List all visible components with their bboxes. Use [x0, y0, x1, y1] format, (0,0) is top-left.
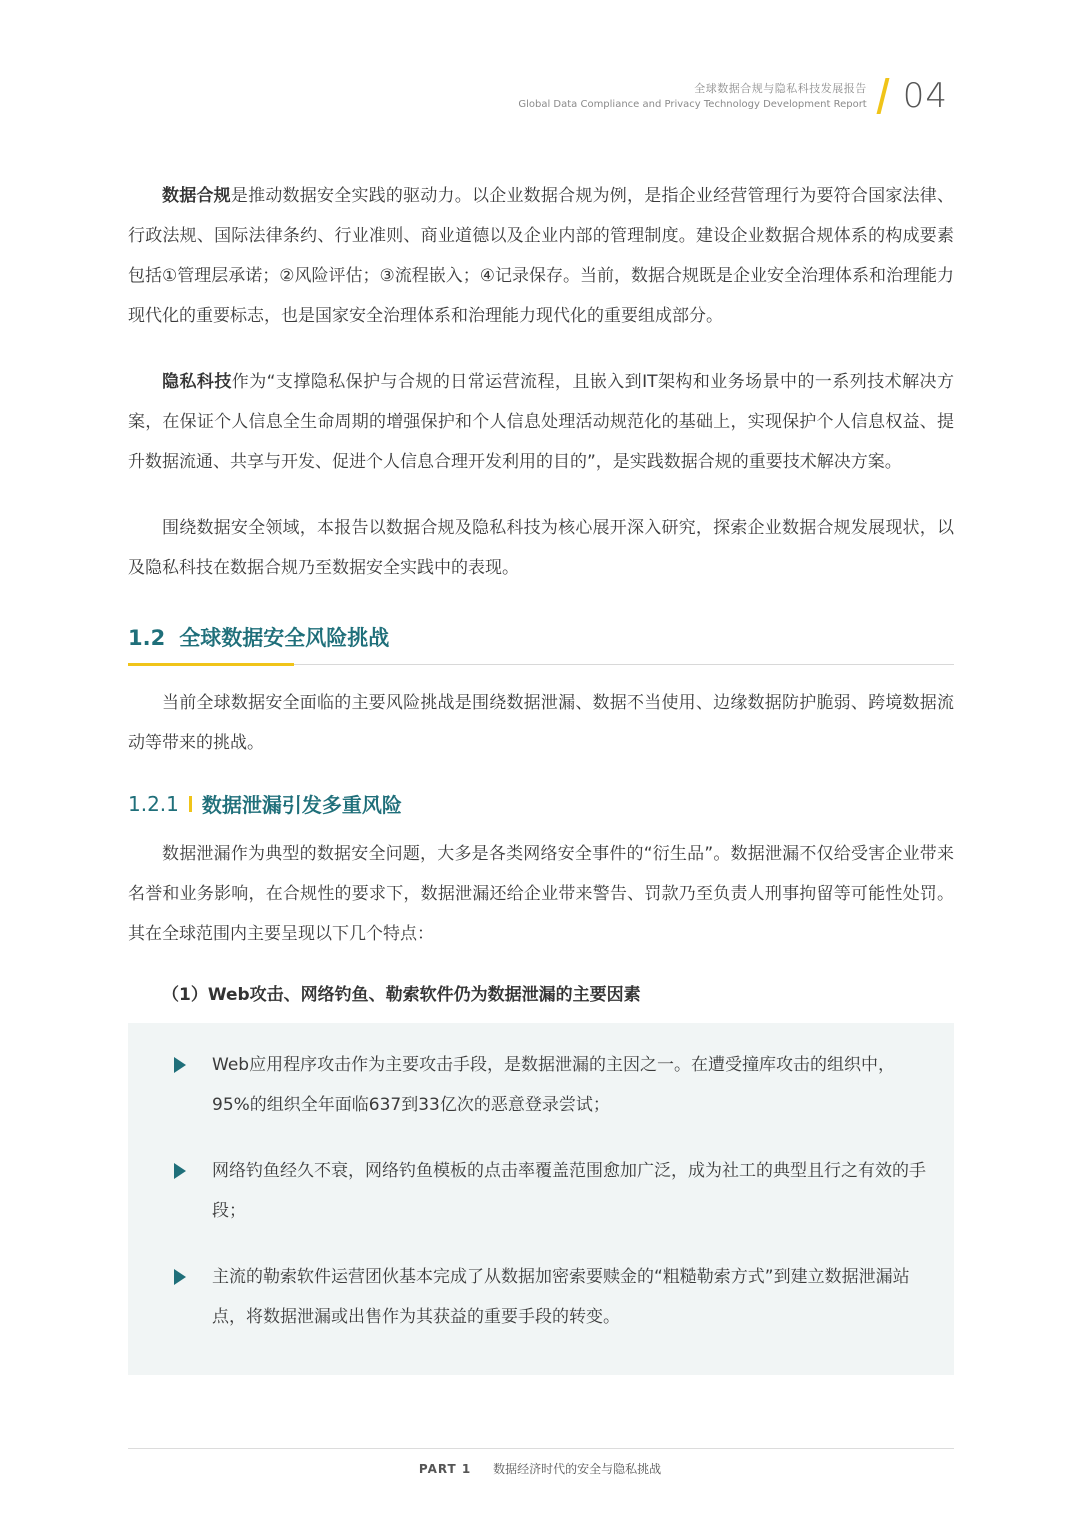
- list-item-text: 主流的勒索软件运营团伙基本完成了从数据加密索要赎金的“粗糙勒索方式”到建立数据泄漏站点，将数据泄漏或出售作为其获益的重要手段的转变。: [212, 1267, 910, 1327]
- point-heading-1: （1）Web攻击、网络钓鱼、勒索软件仍为数据泄漏的主要因素: [162, 985, 641, 1005]
- header-title-en: Global Data Compliance and Privacy Technology Development Report: [518, 98, 867, 110]
- page-header: [518, 76, 948, 116]
- header-title-block: [518, 81, 866, 112]
- footer-divider: [128, 1448, 954, 1449]
- paragraph-privacy-tech: [128, 362, 954, 482]
- section-heading-1-2: [128, 622, 954, 665]
- page-content: [128, 176, 954, 1375]
- footer-part-label: PART 1: [418, 1462, 472, 1476]
- paragraph-bold-term: 数据合规: [162, 186, 231, 206]
- list-item: [174, 1151, 926, 1231]
- triangle-bullet-icon: [174, 1163, 186, 1179]
- list-item-text: 网络钓鱼经久不衰，网络钓鱼模板的点击率覆盖范围愈加广泛，成为社工的典型且行之有效的手段；: [212, 1161, 926, 1221]
- triangle-bullet-icon: [174, 1057, 186, 1073]
- page-number: 04: [902, 76, 948, 116]
- header-accent-bar: [876, 78, 889, 114]
- subsection-1-2-1-intro: 数据泄漏作为典型的数据安全问题，大多是各类网络安全事件的“衍生品”。数据泄漏不仅给受害企业带来名誉和业务影响，在合规性的要求下，数据泄漏还给企业带来警告、罚款乃至负责人刑事拘留等可能性处罚。其在全球范围内主要呈现以下几个特点：: [128, 844, 954, 944]
- subsection-title: 数据泄漏引发多重风险: [201, 793, 402, 817]
- list-item: [174, 1257, 926, 1337]
- paragraph-text: 是推动数据安全实践的驱动力。以企业数据合规为例，是指企业经营管理行为要符合国家法律、行政法规、国际法律条约、行业准则、商业道德以及企业内部的管理制度。建设企业数据合规体系的构成要素包括①管理层承诺；②风险评估；③流程嵌入；④记录保存。当前，数据合规既是企业安全治理体系和治理能力现代化的重要标志，也是国家安全治理体系和治理能力现代化的重要组成部分。: [128, 186, 954, 326]
- triangle-bullet-icon: [174, 1269, 186, 1285]
- paragraph-bold-term: 隐私科技: [162, 372, 232, 392]
- paragraph-report-scope: 围绕数据安全领域，本报告以数据合规及隐私科技为核心展开深入研究，探索企业数据合规发展现状，以及隐私科技在数据合规乃至数据安全实践中的表现。: [128, 518, 954, 578]
- header-title-cn: 全球数据合规与隐私科技发展报告: [694, 81, 867, 95]
- page-footer: [0, 1460, 1080, 1477]
- section-title: 全球数据安全风险挑战: [179, 626, 390, 650]
- section-number: 1.2: [128, 626, 166, 650]
- bullet-panel: [128, 1023, 954, 1375]
- footer-chapter-title: 数据经济时代的安全与隐私挑战: [493, 1462, 662, 1476]
- list-item-text: Web应用程序攻击作为主要攻击手段，是数据泄漏的主因之一。在遭受撞库攻击的组织中，95%的组织全年面临637到33亿次的恶意登录尝试；: [212, 1055, 896, 1115]
- subsection-heading-1-2-1: [128, 789, 954, 818]
- section-heading-accent-underline: [128, 663, 294, 666]
- list-item: [174, 1045, 926, 1125]
- subsection-accent-tick: [189, 796, 192, 812]
- paragraph-data-compliance: [128, 176, 954, 336]
- paragraph-text: 作为“支撑隐私保护与合规的日常运营流程，且嵌入到IT架构和业务场景中的一系列技术解决方案，在保证个人信息全生命周期的增强保护和个人信息处理活动规范化的基础上，实现保护个人信息权益、提升数据流通、共享与开发、促进个人信息合理开发利用的目的”，是实践数据合规的重要技术解决方案。: [128, 372, 954, 472]
- subsection-number: 1.2.1: [128, 791, 179, 816]
- section-1-2-intro: 当前全球数据安全面临的主要风险挑战是围绕数据泄漏、数据不当使用、边缘数据防护脆弱、跨境数据流动等带来的挑战。: [128, 693, 954, 753]
